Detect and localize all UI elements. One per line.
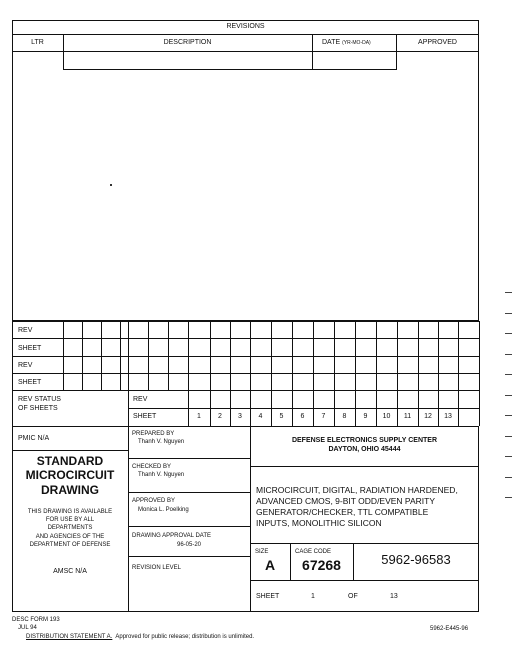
standard-heading-2: MICROCIRCUIT [25, 468, 115, 482]
grid-line [271, 321, 272, 390]
form-date: JUL 94 [18, 625, 37, 631]
approval-date-label: DRAWING APPROVAL DATE [132, 533, 212, 539]
standard-heading-3: DRAWING [41, 483, 99, 497]
grid-line [12, 321, 13, 390]
grid-line [188, 321, 189, 390]
grid-line [120, 321, 121, 390]
rev-row-1-label: REV [18, 327, 33, 334]
of-label: OF [348, 593, 358, 600]
grid-line [12, 390, 479, 391]
col-approved: APPROVED [418, 39, 457, 46]
sheet-number-8: 8 [342, 413, 347, 420]
sheet-number-7: 7 [321, 413, 326, 420]
cage-code-value: 67268 [302, 557, 341, 573]
edge-tick [505, 292, 512, 293]
approved-by-name: Monica L. Poelking [138, 507, 189, 513]
edge-tick [505, 456, 512, 457]
edge-tick [505, 374, 512, 375]
availability-3: DEPARTMENTS [47, 525, 93, 531]
sheet-number-13: 13 [444, 413, 452, 420]
checked-by-name: Thanh V. Nguyen [138, 472, 185, 478]
edge-tick [505, 333, 512, 334]
grid-line [101, 321, 102, 390]
prepared-by-label: PREPARED BY [132, 431, 175, 437]
availability-4: AND AGENCIES OF THE [35, 534, 105, 540]
grid-line [63, 321, 64, 390]
col-description: DESCRIPTION [163, 39, 212, 46]
rev-status-label-1: REV STATUS [18, 396, 61, 403]
sheet-number-11: 11 [403, 413, 412, 420]
sheet-number-9: 9 [363, 413, 368, 420]
sheet-number-2: 2 [218, 413, 222, 420]
title-line-4: INPUTS, MONOLITHIC SILICON [256, 518, 382, 528]
approved-by-label: APPROVED BY [132, 498, 176, 504]
edge-tick [505, 436, 512, 437]
edge-tick [505, 415, 512, 416]
edge-tick [505, 313, 512, 314]
grid-line [210, 321, 211, 390]
sheet-number-4: 4 [258, 413, 263, 420]
edge-tick [505, 497, 512, 498]
checked-by-label: CHECKED BY [132, 464, 172, 470]
grid-line [230, 321, 231, 390]
grid-line [458, 321, 459, 390]
sheet-row-2-label: SHEET [18, 379, 42, 386]
form-number: DESC FORM 193 [12, 617, 60, 623]
title-line-3: GENERATOR/CHECKER, TTL COMPATIBLE [256, 507, 429, 517]
standard-heading-1: STANDARD [36, 454, 104, 468]
edge-tick [505, 395, 512, 396]
rev-status-sheet: SHEET [133, 413, 157, 420]
sheet-row-1-label: SHEET [18, 345, 42, 352]
revision-level-label: REVISION LEVEL [132, 565, 182, 571]
grid-line [250, 321, 251, 390]
sheet-number-6: 6 [300, 413, 305, 420]
grid-line [148, 321, 149, 390]
speck [110, 184, 112, 186]
sheet-number-3: 3 [238, 413, 242, 420]
amsc-label: AMSC N/A [53, 568, 87, 575]
sheet-total: 13 [390, 593, 398, 600]
sheet-label: SHEET [256, 593, 280, 600]
edge-tick [505, 477, 512, 478]
cage-code-label: CAGE CODE [295, 549, 332, 555]
pmic-label: PMIC N/A [18, 435, 50, 442]
size-label: SIZE [255, 549, 269, 555]
col-date: DATE (YR-MO-DA) [322, 39, 371, 46]
revisions-header: REVISIONS [226, 23, 265, 30]
grid-line [292, 321, 293, 390]
sheet-number-1: 1 [197, 413, 201, 420]
title-line-1: MICROCIRCUIT, DIGITAL, RADIATION HARDENED, [256, 485, 458, 495]
grid-line [397, 321, 398, 390]
grid-line [128, 408, 479, 409]
grid-line [168, 321, 169, 390]
revisions-table [12, 20, 479, 321]
desc-center-1: DEFENSE ELECTRONICS SUPPLY CENTER [291, 437, 438, 444]
rev-status-rev: REV [133, 396, 148, 403]
availability-2: FOR USE BY ALL [45, 517, 95, 523]
grid-line [479, 390, 480, 426]
prepared-by-name: Thanh V. Nguyen [138, 439, 185, 445]
grid-line [355, 321, 356, 390]
grid-line [128, 390, 129, 426]
edge-tick [505, 354, 512, 355]
approval-date-value: 96-05-20 [176, 542, 202, 548]
size-value: A [264, 557, 276, 573]
drawing-number: 5962-96583 [381, 552, 451, 567]
document-code: 5962-E445-96 [430, 626, 469, 632]
title-line-2: ADVANCED CMOS, 9-BIT ODD/EVEN PARITY [256, 496, 436, 506]
grid-line [376, 321, 377, 390]
grid-line [334, 321, 335, 390]
distribution-statement: DISTRIBUTION STATEMENT A. Approved for public release; distribution is unlimited. [26, 634, 255, 640]
sheet-value: 1 [311, 593, 315, 600]
grid-line [458, 390, 459, 426]
grid-line [438, 321, 439, 390]
grid-line [418, 321, 419, 390]
grid-line [12, 390, 13, 426]
grid-line [82, 321, 83, 390]
rev-row-2-label: REV [18, 362, 33, 369]
sheet-number-10: 10 [382, 413, 391, 420]
grid-line [313, 321, 314, 390]
availability-5: DEPARTMENT OF DEFENSE [29, 542, 111, 548]
sheet-number-12: 12 [424, 413, 432, 420]
sheet-number-5: 5 [279, 413, 284, 420]
desc-center-2: DAYTON, OHIO 45444 [328, 446, 401, 453]
grid-line [479, 321, 480, 390]
rev-status-label-2: OF SHEETS [18, 405, 58, 412]
grid-line [128, 321, 129, 390]
availability-1: THIS DRAWING IS AVAILABLE [27, 509, 113, 515]
col-ltr: LTR [31, 39, 44, 46]
